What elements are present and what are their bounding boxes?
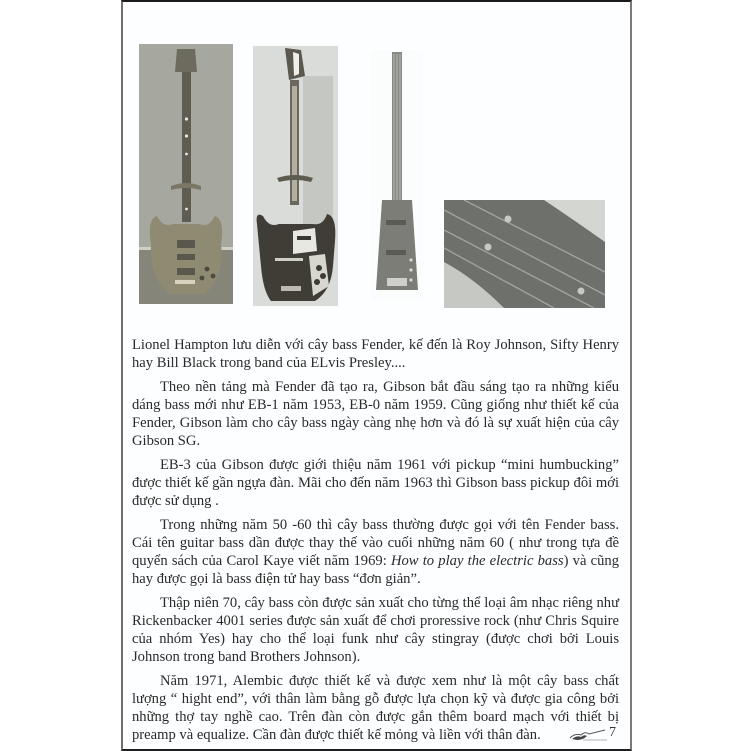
page-folio: [569, 725, 616, 741]
book-page: [121, 0, 632, 751]
paragraph-4: [132, 516, 619, 588]
paragraph-4-text-after: ) và cũng hay được gọi là bass điện tử hay bass “đơn giản”.: [132, 553, 620, 587]
paragraph-5: Thập niên 70, cây bass còn được sản xuất cho từng thể loại âm nhạc riêng như Rickenbacker 4001 series được sản xuất để chơi proressive rock (như Chris Squire của nhóm Yes) hay cho thể loại funk như cây stingray (được chơi bởi Louis Johnson trong band Brothers Johnson).: [132, 595, 619, 665]
book-title-italic: How to play the electric bass: [390, 553, 564, 569]
photo-bass-4: [444, 200, 605, 308]
paragraph-4-text-before: Trong những năm 50 -60 thì cây bass thường được gọi với tên Fender bass. Cái tên guitar bass dần được thay thế vào cuối những năm 60 ( như trong tựa đề quyển sách của Carol Kaye viết năm 1969:: [132, 517, 619, 569]
guitar-ornament-icon: [569, 727, 607, 741]
paragraph-3: EB-3 của Gibson được giới thiệu năm 1961 với pickup “mini humbucking” được thiết kế gần ngựa đàn. Mãi cho đến năm 1963 thì Gibson bass pickup đôi mới được sử dụng .: [132, 457, 619, 509]
photo-bass-1: [139, 44, 233, 304]
paragraph-2: Theo nền tảng mà Fender đã tạo ra, Gibson bắt đầu sáng tạo ra những kiểu dáng bass mới như EB-1 năm 1953, EB-0 năm 1959. Cũng giống như thiết kế của Fender, Gibson làm cho cây bass ngày càng nhẹ hơn và đó là sự xuất hiện của cây Gibson SG.: [132, 379, 619, 449]
body-text: [132, 336, 619, 750]
photo-bass-2: [253, 46, 338, 306]
paragraph-6: Năm 1971, Alembic được thiết kế và được xem như là một cây bass chất lượng “ hight end”, với thân làm bằng gỗ được lựa chọn kỹ và được gia công bởi những thợ tay nghề cao. Trên đàn còn được gắn thêm board mạch với thiết bị preamp và equalize. Cần đàn được thiết kế mỏng và liền với thân đàn.: [132, 673, 619, 743]
paragraph-1: Lionel Hampton lưu diễn với cây bass Fender, kế đến là Roy Johnson, Sifty Henry hay Bill Black trong band của ELvis Presley....: [132, 337, 619, 371]
page-number: 7: [609, 725, 616, 740]
photo-bass-3: [371, 50, 423, 300]
